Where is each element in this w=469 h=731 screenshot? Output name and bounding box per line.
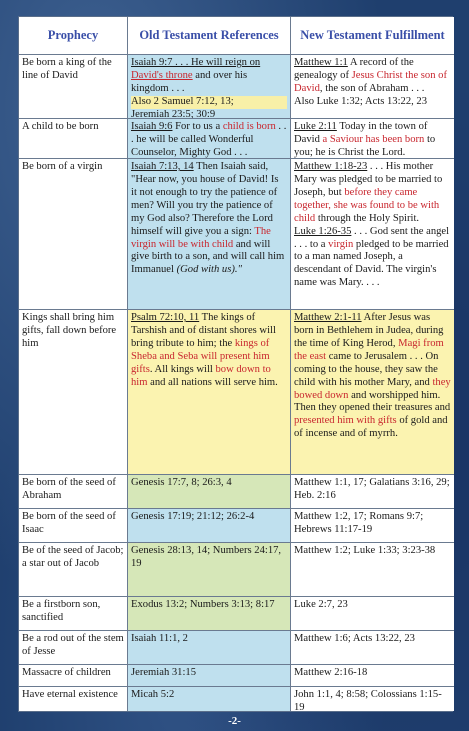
prophecy-cell: Kings shall bring him gifts, fall down before him xyxy=(19,310,128,475)
nt-ref: Luke 1:26-35 xyxy=(294,225,352,237)
prophecy-cell: Be a rod out of the stem of Jesse xyxy=(19,631,128,665)
ot-text: For to us a xyxy=(172,121,223,132)
prophecy-cell: Be born of a virgin xyxy=(19,159,128,310)
ot-text: . . . he will be called Wonderful Counselor, Mighty God . . . xyxy=(131,121,287,158)
nt-highlight: they bowed down xyxy=(294,376,451,401)
nt-highlight: virgin xyxy=(328,238,354,250)
nt-also: Also Luke 1:32; Acts 13:22, 23 xyxy=(294,95,428,107)
nt-text: . . . His mother Mary was pledged to be married to Joseph, but xyxy=(294,161,443,198)
nt-cell: Matthew 1:6; Acts 13:22, 23 xyxy=(291,631,454,665)
nt-text: to you; he is Christ the Lord. xyxy=(294,133,436,158)
nt-text: . . . God sent the angel . . . to a xyxy=(294,225,450,250)
nt-cell xyxy=(291,310,454,475)
nt-highlight: before they came together, she was found to be with child xyxy=(294,186,440,224)
prophecy-cell: Be born of the seed of Isaac xyxy=(19,509,128,543)
nt-text: Today in the town of David xyxy=(294,121,428,145)
nt-highlight: a Saviour has been born xyxy=(322,133,425,145)
prophecy-cell: Be born of the seed of Abraham xyxy=(19,475,128,509)
nt-cell: Matthew 1:1, 17; Galatians 3:16, 29; Heb. 2:16 xyxy=(291,475,454,509)
ot-cell: Genesis 17:7, 8; 26:3, 4 xyxy=(128,475,291,509)
ot-cell xyxy=(128,119,291,159)
ot-highlight: bow down to him xyxy=(131,363,271,388)
nt-cell xyxy=(291,159,454,310)
prophecy-table xyxy=(18,16,453,712)
ot-text: Then Isaiah said, "Hear now, you house of David! Is it not enough to try the patience of men? Will you try the patience of my God also? Therefore the Lord himself will give you a sign: xyxy=(131,161,279,237)
ot-cell: Genesis 28:13, 14; Numbers 24:17, 19 xyxy=(128,543,291,597)
nt-cell: John 1:1, 4; 8:58; Colossians 1:15-19 xyxy=(291,687,454,711)
ot-highlight: The virgin will be with child xyxy=(131,225,271,250)
ot-text: and will give birth to a son, and will call him Immanuel xyxy=(131,238,285,276)
prophecy-cell: Massacre of children xyxy=(19,665,128,687)
nt-text: A record of the genealogy of xyxy=(294,57,414,81)
ot-cell xyxy=(128,159,291,310)
nt-cell: Matthew 1:2; Luke 1:33; 3:23-38 xyxy=(291,543,454,597)
ot-cell xyxy=(128,310,291,475)
nt-text: came to Jerusalem . . . On coming to the house, they saw the child with his mother Mary, and xyxy=(294,350,439,388)
nt-ref: Matthew 2:1-11 xyxy=(294,312,362,323)
prophecy-cell: A child to be born xyxy=(19,119,128,159)
ot-highlight: David's throne xyxy=(131,69,193,81)
ot-highlight: child is born xyxy=(222,121,276,132)
ot-text: The kings of Tarshish and of distant shores will bring tribute to him; the xyxy=(131,312,276,349)
ot-highlight: kings of Sheba and Seba will present him gifts xyxy=(131,337,270,375)
nt-ref: Luke 2:11 xyxy=(294,121,337,132)
nt-text: of gold and of incense and of myrrh. xyxy=(294,415,448,440)
ot-ref: Isaiah 9:6 xyxy=(131,121,173,132)
ot-text: Jeremiah 23:5; 30:9 xyxy=(131,108,216,119)
ot-cell: Exodus 13:2; Numbers 3:13; 8:17 xyxy=(128,597,291,631)
ot-ref: Isaiah 7:13, 14 xyxy=(131,161,194,172)
ot-cell: Micah 5:2 xyxy=(128,687,291,711)
nt-cell: Matthew 1:2, 17; Romans 9:7; Hebrews 11:17-19 xyxy=(291,509,454,543)
nt-highlight: Jesus Christ the son of David xyxy=(294,69,447,94)
prophecy-cell: Have eternal existence xyxy=(19,687,128,711)
ot-text: and over his kingdom . . . xyxy=(131,69,248,94)
ot-cell: Genesis 17:19; 21:12; 26:2-4 xyxy=(128,509,291,543)
prophecy-cell: Be a firstborn son, sanctified xyxy=(19,597,128,631)
nt-cell: Matthew 2:16-18 xyxy=(291,665,454,687)
ot-text: and all nations will serve him. xyxy=(147,376,278,388)
ot-cell xyxy=(128,55,291,119)
nt-ref: Matthew 1:18-23 xyxy=(294,161,368,172)
header-prophecy: Prophecy xyxy=(19,17,128,55)
ot-also: Also 2 Samuel 7:12, 13; xyxy=(131,96,287,109)
nt-cell xyxy=(291,55,454,119)
nt-text: , the son of Abraham . . . xyxy=(319,82,425,94)
nt-cell xyxy=(291,119,454,159)
header-nt: New Testament Fulfillment xyxy=(291,17,454,55)
nt-ref: Matthew 1:1 xyxy=(294,57,348,68)
nt-highlight: Magi from the east xyxy=(294,337,444,362)
ot-ref: Psalm 72:10, 11 xyxy=(131,312,200,323)
prophecy-cell: Be born a king of the line of David xyxy=(19,55,128,119)
header-ot: Old Testament References xyxy=(128,17,291,55)
prophecy-cell: Be of the seed of Jacob; a star out of Jacob xyxy=(19,543,128,597)
nt-text: After Jesus was born in Bethlehem in Judea, during the time of King Herod, xyxy=(294,312,444,349)
nt-text: through the Holy Spirit. xyxy=(315,212,420,224)
ot-cell: Isaiah 11:1, 2 xyxy=(128,631,291,665)
nt-highlight: presented him with gifts xyxy=(294,415,397,427)
nt-text: pledged to be married to a man named Joseph, a descendant of David. The virgin's name was Mary. . . . xyxy=(294,238,449,289)
nt-text: and worshipped him. Then they opened their treasures and xyxy=(294,389,451,414)
page-number: -2- xyxy=(228,715,241,727)
ot-cell: Jeremiah 31:15 xyxy=(128,665,291,687)
ot-ref: Isaiah 9:7 . . . He will reign on xyxy=(131,57,261,68)
ot-text: . All kings will xyxy=(149,363,216,375)
ot-italic: (God with us)." xyxy=(176,264,242,276)
nt-cell: Luke 2:7, 23 xyxy=(291,597,454,631)
